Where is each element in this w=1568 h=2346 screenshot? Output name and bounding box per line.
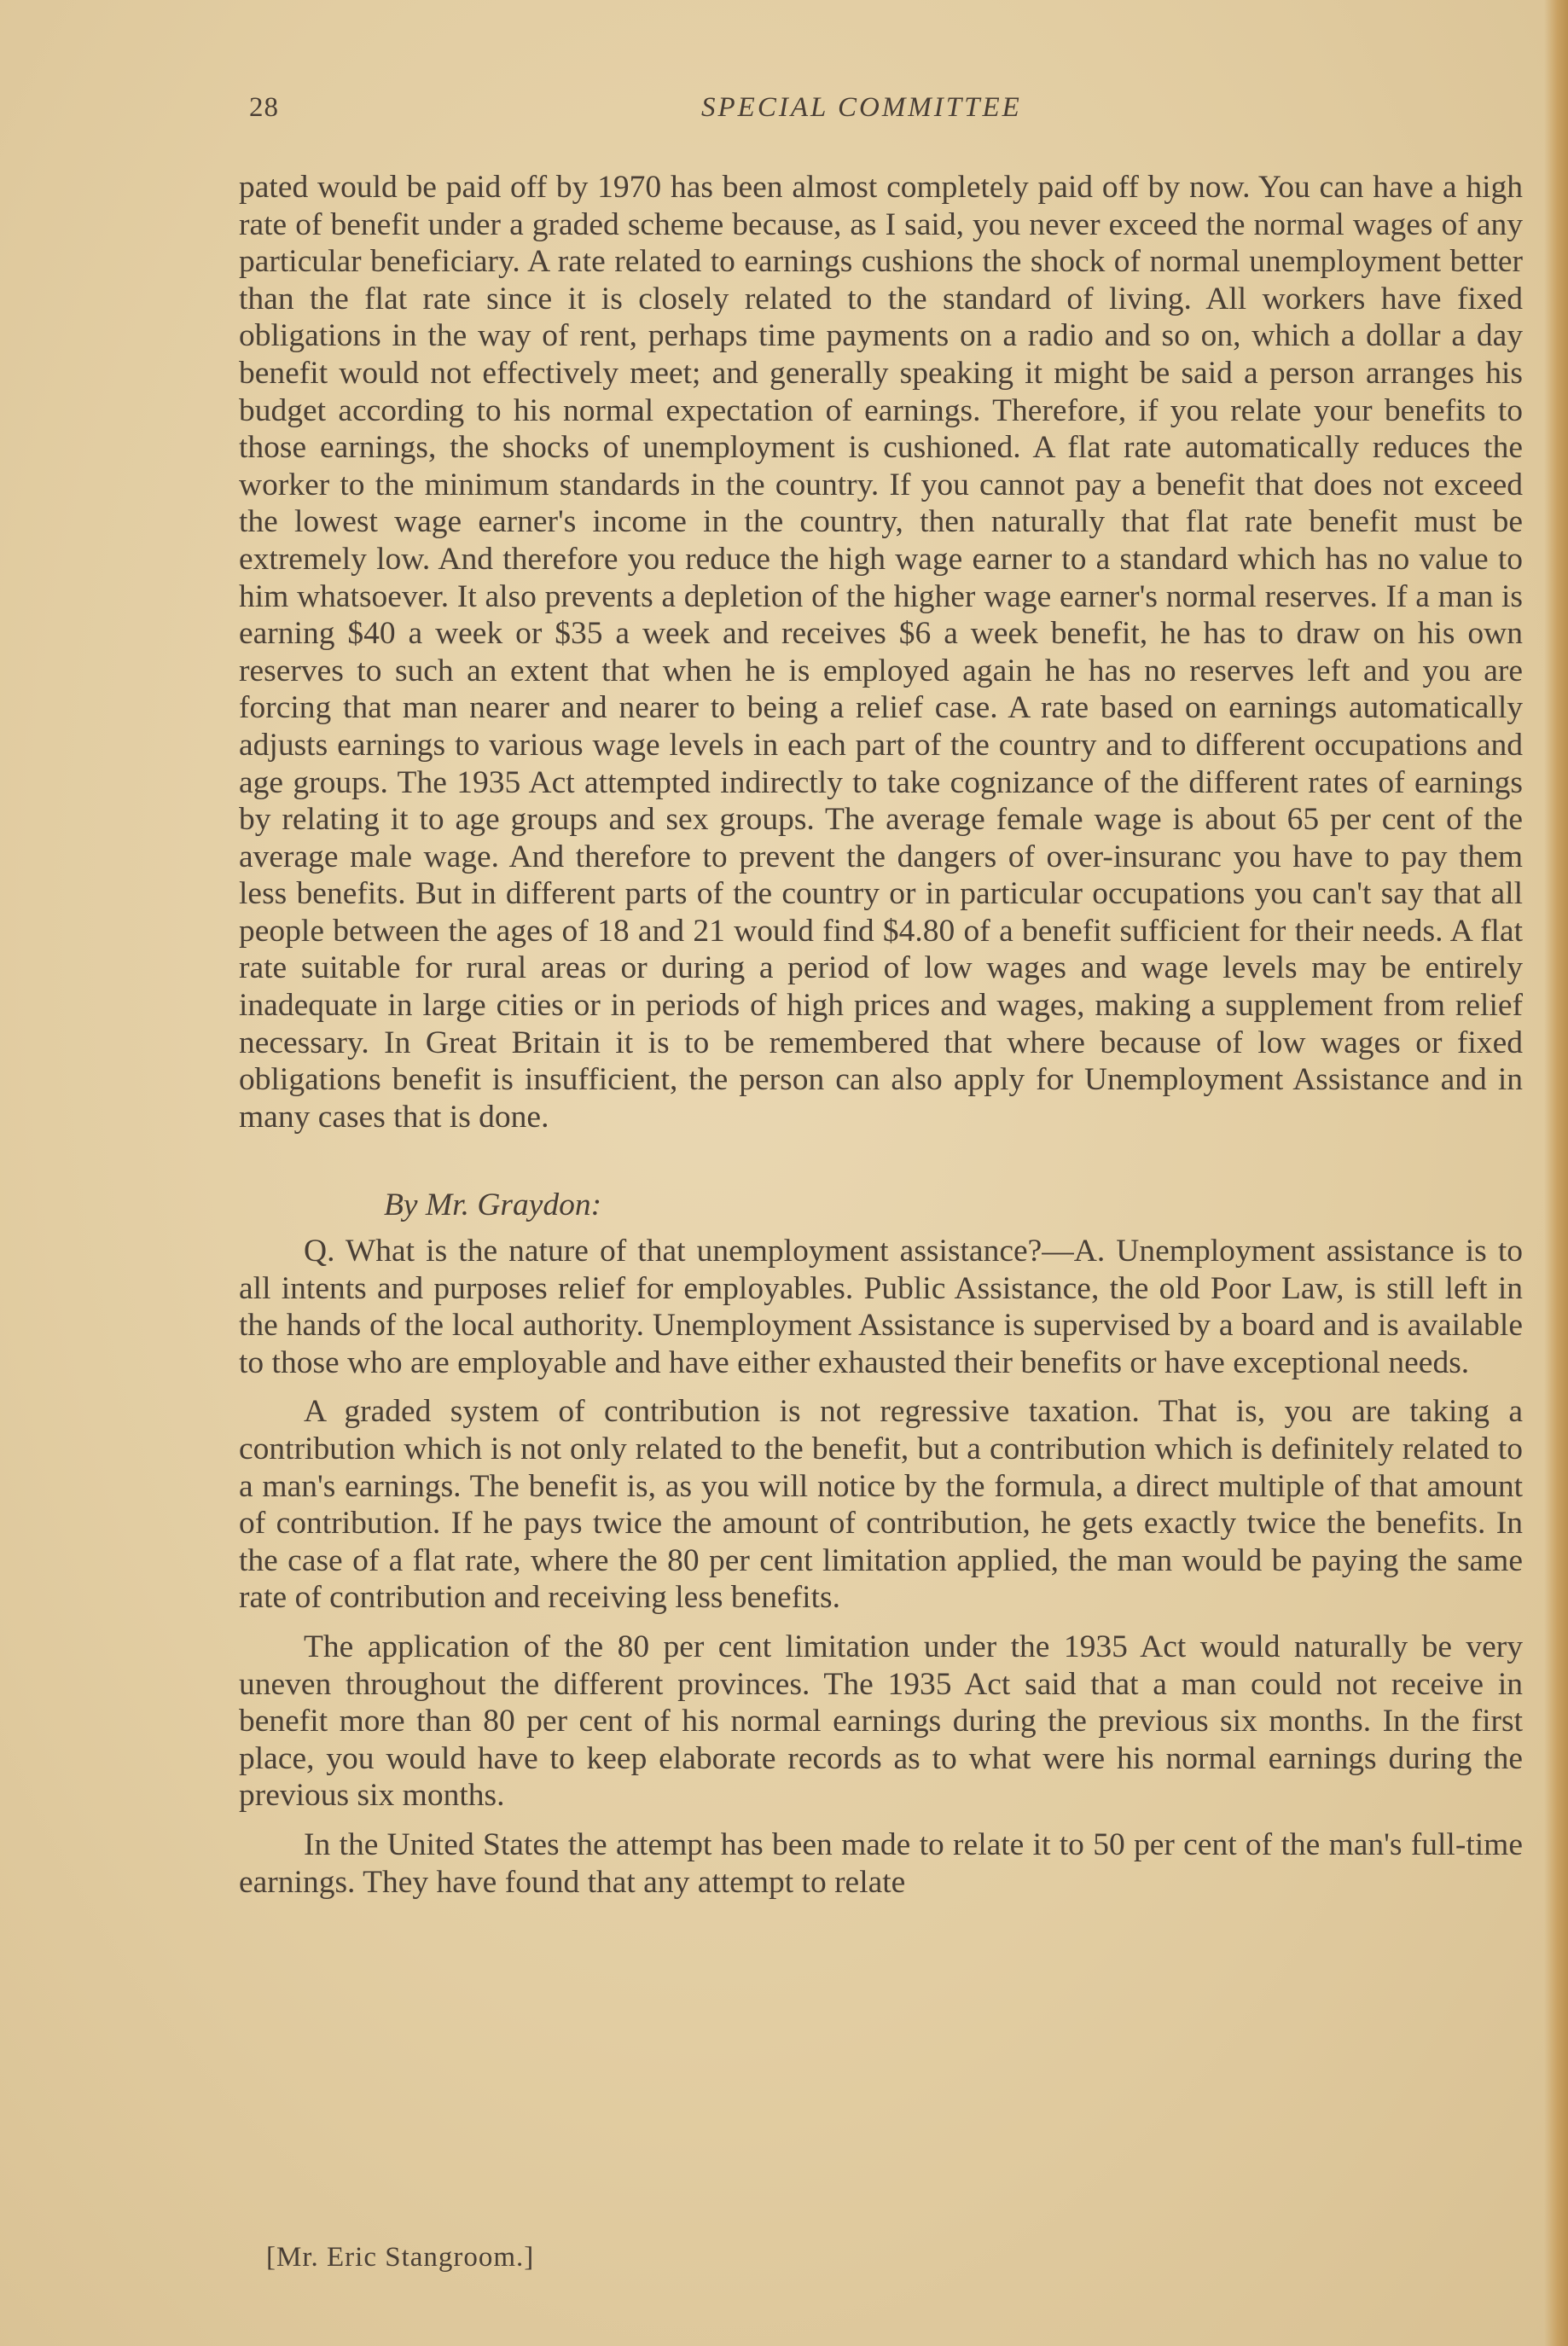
page-header (249, 92, 1520, 135)
page-number: 28 (249, 92, 279, 123)
body-text (239, 169, 1523, 1901)
paragraph-continuation: pated would be paid off by 1970 has been almost completely paid off by now. You can have a high rate of benefit under a graded scheme because, as I said, you never exceed the normal wages of any particular beneficiary. A rate related to earnings cushions the shock of normal unemployment better than the flat rate since it is closely related to the standard of living. All workers have fixed obligations in the way of rent, perhaps time payments on a radio and so on, which a dollar a day benefit would not effectively meet; and generally speaking it might be said a person arranges his budget according to his normal expectation of earnings. Therefore, if you relate your benefits to those earnings, the shocks of unemployment is cushioned. A flat rate automatically reduces the worker to the minimum standards in the country. If you cannot pay a benefit that does not exceed the lowest wage earner's income in the country, then naturally that flat rate benefit must be extremely low. And therefore you reduce the high wage earner to a standard which has no value to him whatsoever. It also prevents a depletion of the higher wage earner's normal reserves. If a man is earning $40 a week or $35 a week and receives $6 a week benefit, he has to draw on his own reserves to such an extent that when he is employed again he has no reserves left and you are forcing that man nearer and nearer to being a relief case. A rate based on earnings automatically adjusts earnings to various wage levels in each part of the country and to different occupations and age groups. The 1935 Act attempted indirectly to take cognizance of the different rates of earnings by relating it to age groups and sex groups. The average female wage is about 65 per cent of the average male wage. And therefore to prevent the dangers of over-insuranc you have to pay them less benefits. But in different parts of the country or in particular occupations you can't say that all people between the ages of 18 and 21 would find $4.80 of a benefit sufficient for their needs. A flat rate suitable for rural areas or during a period of low wages and wage levels may be entirely inadequate in large cities or in periods of high prices and wages, making a supplement from relief necessary. In Great Britain it is to be remembered that where because of low wages or fixed obligations benefit is insufficient, the person can also apply for Unemployment Assistance and in many cases that is done. (239, 170, 1523, 1135)
paragraph-graded-system: A graded system of contribution is not regressive taxation. That is, you are taking a contribution which is not only related to the benefit, but a contribution which is definitely related to a man's earnings. The benefit is, as you will notice by the formula, a direct multiple of that amount of contribution. If he pays twice the amount of contribution, he gets exactly twice the benefits. In the case of a flat rate, where the 80 per cent limitation applied, the man would be paying the same rate of contribution and receiving less benefits. (239, 1394, 1523, 1616)
running-head: SPECIAL COMMITTEE (701, 92, 1022, 123)
speaker-heading: By Mr. Graydon: (384, 1188, 602, 1223)
paragraph-united-states: In the United States the attempt has been made to relate it to 50 per cent of the man's full-time earnings. They have found that any attempt to relate (239, 1826, 1523, 1900)
speaker-attribution: [Mr. Eric Stangroom.] (266, 2242, 535, 2273)
paragraph-80-per-cent: The application of the 80 per cent limitation under the 1935 Act would naturally be very uneven throughout the different provinces. The 1935 Act said that a man could not receive in benefit more than 80 per cent of his normal earnings during the previous six months. In the first place, you would have to keep elaborate records as to what were his normal earnings during the previous six months. (239, 1629, 1523, 1814)
page-edge-shadow (1544, 0, 1568, 2346)
paragraph-question-answer: Q. What is the nature of that unemployment assistance?—A. Unemployment assistance is to all intents and purposes relief for employables. Public Assistance, the old Poor Law, is still left in the hands of the local authority. Unemployment Assistance is supervised by a board and is available to those who are employable and have either exhausted their benefits or have exceptional needs. (239, 1234, 1523, 1380)
